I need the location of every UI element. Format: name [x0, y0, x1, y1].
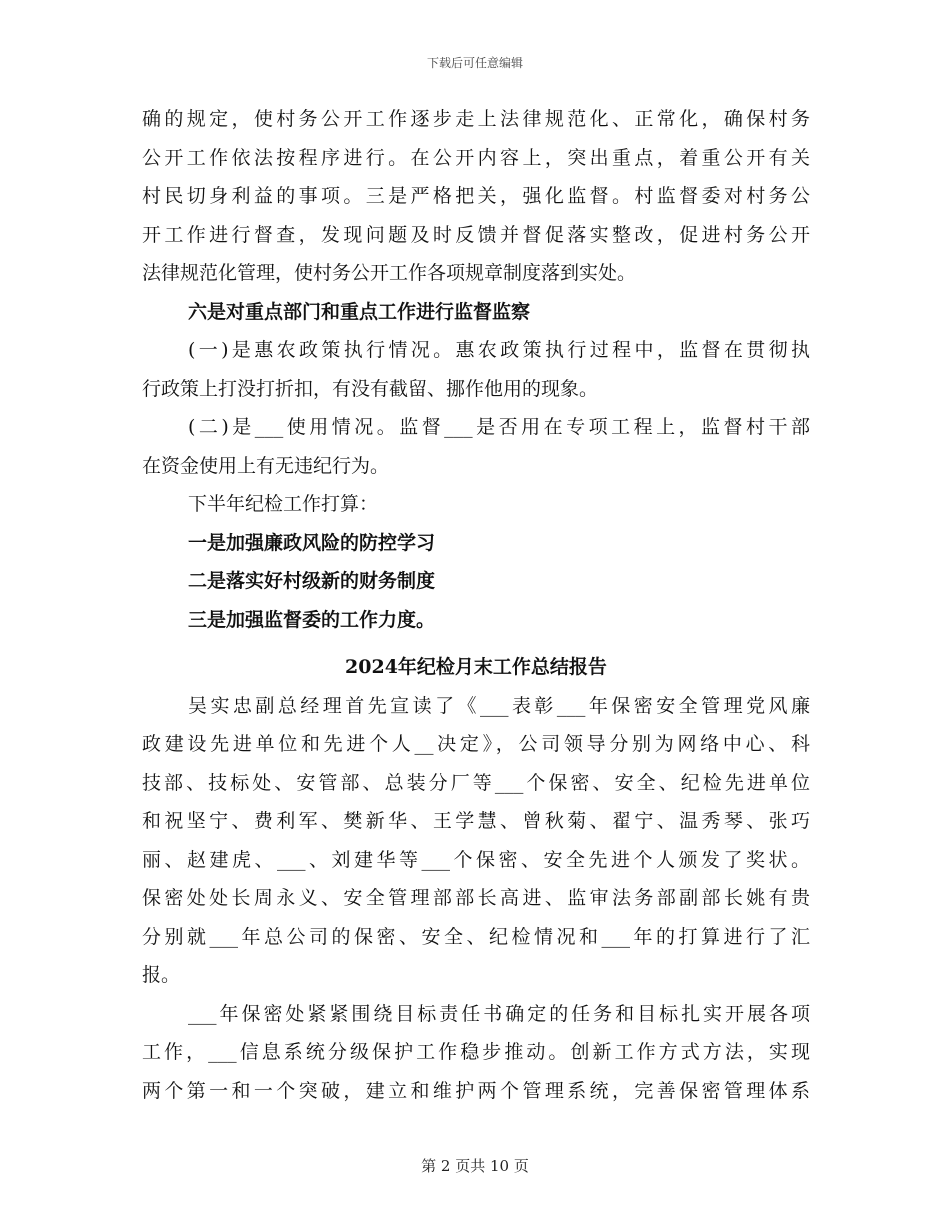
text-line: 报。: [142, 964, 181, 986]
section-2: [142, 687, 810, 1111]
plan-item: 二是落实好村级新的财务制度: [188, 570, 436, 592]
text-line: 和祝坚宁、费利军、樊新华、王学慧、曾秋菊、翟宁、温秀琴、张巧: [142, 810, 810, 832]
plan-item: 三是加强监督委的工作力度。: [188, 608, 436, 631]
report-title: 2024年纪检月末工作总结报告: [345, 656, 607, 678]
text-line: 政建设先进单位和先进个人__决定》，公司领导分别为网络中心、科: [142, 733, 810, 755]
text-line: 行政策上打没打折扣，有没有截留、挪作他用的现象。: [142, 377, 599, 400]
text-line: 确的规定，使村务公开工作逐步走上法律规范化、正常化，确保村务: [142, 108, 810, 130]
page-footer: 第 2 页共 10 页: [421, 1157, 529, 1175]
text-line: 保密处处长周永义、安全管理部部长高进、监审法务部副部长姚有贵: [142, 887, 810, 909]
text-line: 开工作进行督查，发现问题及时反馈并督促落实整改，促进村务公开: [142, 223, 810, 246]
text-line: ___年保密处紧紧围绕目标责任书确定的任务和目标扎实开展各项: [188, 1002, 810, 1025]
text-line: 公开工作依法按程序进行。在公开内容上，突出重点，着重公开有关: [142, 146, 810, 169]
text-line: 丽、赵建虎、___、刘建华等___个保密、安全先进个人颁发了奖状。: [142, 848, 810, 871]
plan-item: 一是加强廉政风险的防控学习: [188, 531, 436, 554]
text-line: (二)是___使用情况。监督___是否用在专项工程上，监督村干部: [188, 416, 810, 438]
text-line: 在资金使用上有无违纪行为。: [142, 454, 390, 477]
document-body: [142, 100, 810, 1110]
text-line: 工作，___信息系统分级保护工作稳步推动。创新工作方式方法，实现: [142, 1041, 810, 1063]
text-line: 吴实忠副总经理首先宣读了《___表彰___年保密安全管理党风廉: [188, 694, 810, 717]
text-line: (一)是惠农政策执行情况。惠农政策执行过程中，监督在贯彻执: [188, 339, 810, 361]
text-line: 两个第一和一个突破，建立和维护两个管理系统，完善保密管理体系: [142, 1079, 810, 1102]
section-1: [142, 100, 810, 639]
text-line: 分别就___年总公司的保密、安全、纪检情况和___年的打算进行了汇: [142, 925, 810, 948]
text-line: 村民切身利益的事项。三是严格把关，强化监督。村监督委对村务公: [142, 185, 810, 207]
text-line: 法律规范化管理，使村务公开工作各项规章制度落到实处。: [142, 262, 637, 284]
section-heading: 六是对重点部门和重点工作进行监督监察: [188, 300, 531, 323]
text-line: 技部、技标处、安管部、总装分厂等___个保密、安全、纪检先进单位: [142, 771, 810, 794]
text-line: 下半年纪检工作打算：: [188, 493, 379, 515]
page-header: 下载后可任意编辑: [426, 56, 523, 70]
